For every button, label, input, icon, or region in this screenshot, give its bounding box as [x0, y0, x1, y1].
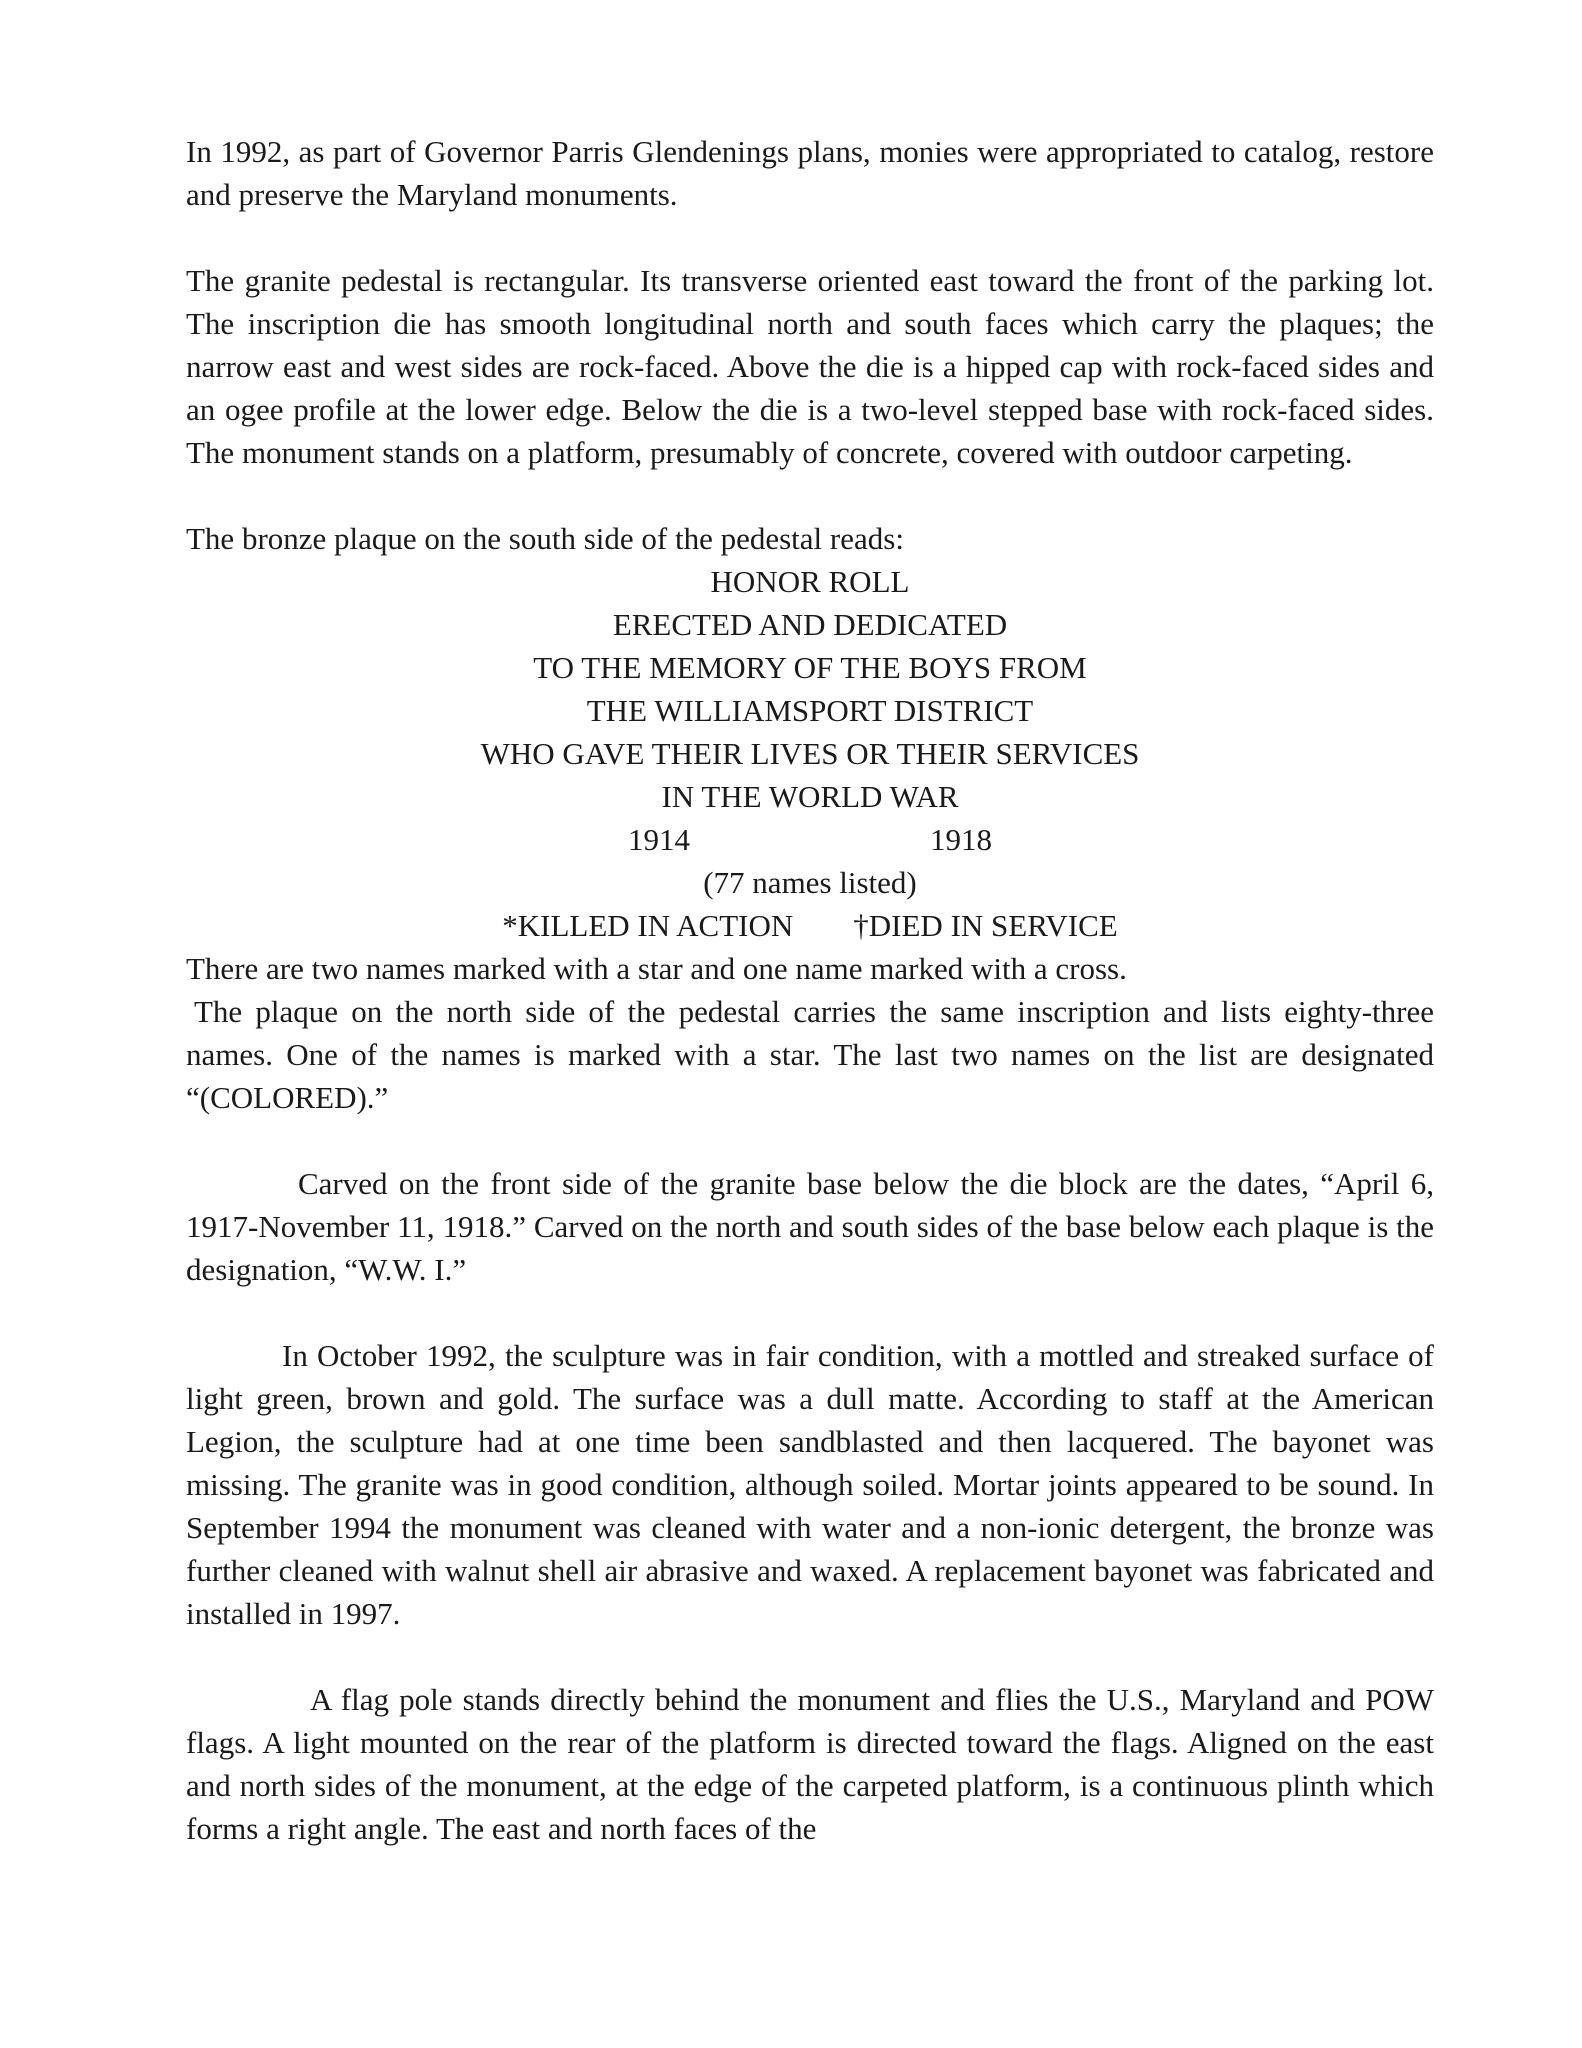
plaque-inscription — [186, 560, 1434, 947]
plaque-line: WHO GAVE THEIR LIVES OR THEIR SERVICES — [480, 736, 1140, 771]
paragraph-carved-dates: Carved on the front side of the granite base below the die block are the dates, “April 6, 1917-November 11, 1918.” Carved on the north and south sides of the base below each plaque is the designation, “W.W. I.” — [186, 1166, 1434, 1287]
legend-killed-in-action: *KILLED IN ACTION — [502, 908, 794, 943]
plaque-years — [186, 818, 1434, 861]
plaque-year-start: 1914 — [628, 822, 690, 857]
plaque-legend — [186, 904, 1434, 947]
paragraph-north-plaque: The plaque on the north side of the pedestal carries the same inscription and lists eighty-three names. One of the names is marked with a star. The last two names on the list are designated “(COLORED).” — [186, 994, 1434, 1115]
paragraph-plaque-intro: The bronze plaque on the south side of the pedestal reads: — [186, 521, 904, 556]
paragraph-marked-names: There are two names marked with a star and one name marked with a cross. — [186, 951, 1127, 986]
plaque-year-end: 1918 — [930, 822, 992, 857]
plaque-line: HONOR ROLL — [710, 564, 910, 599]
paragraph-flag-pole: A flag pole stands directly behind the monument and flies the U.S., Maryland and POW flags. A light mounted on the rear of the platform is directed toward the flags. Aligned on the east and north sides of the monument, at the edge of the carpeted platform, is a continuous plinth which forms a right angle. The east and north faces of the — [186, 1682, 1434, 1846]
legend-died-in-service: †DIED IN SERVICE — [853, 908, 1118, 943]
plaque-names-note: (77 names listed) — [703, 865, 917, 900]
paragraph-condition: In October 1992, the sculpture was in fair condition, with a mottled and streaked surface of light green, brown and gold. The surface was a dull matte. According to staff at the American Legion, the sculpture had at one time been sandblasted and then lacquered. The bayonet was missing. The granite was in good condition, although soiled. Mortar joints appeared to be sound. In September 1994 the monument was cleaned with water and a non-ionic detergent, the bronze was further cleaned with walnut shell air abrasive and waxed. A replacement bayonet was fabricated and installed in 1997. — [186, 1338, 1434, 1631]
plaque-line: ERECTED AND DEDICATED — [612, 607, 1008, 642]
plaque-line: IN THE WORLD WAR — [661, 779, 959, 814]
plaque-line: TO THE MEMORY OF THE BOYS FROM — [533, 650, 1087, 685]
paragraph-pedestal-description: The granite pedestal is rectangular. Its transverse oriented east toward the front of the parking lot. The inscription die has smooth longitudinal north and south faces which carry the plaques; the narrow east and west sides are rock-faced. Above the die is a hipped cap with rock-faced sides and an ogee profile at the lower edge. Below the die is a two-level stepped base with rock-faced sides. The monument stands on a platform, presumably of concrete, covered with outdoor carpeting. — [186, 263, 1434, 470]
document-page — [186, 130, 1434, 1850]
plaque-line: THE WILLIAMSPORT DISTRICT — [586, 693, 1034, 728]
paragraph-appropriation: In 1992, as part of Governor Parris Glendenings plans, monies were appropriated to catalog, restore and preserve the Maryland monuments. — [186, 134, 1434, 212]
